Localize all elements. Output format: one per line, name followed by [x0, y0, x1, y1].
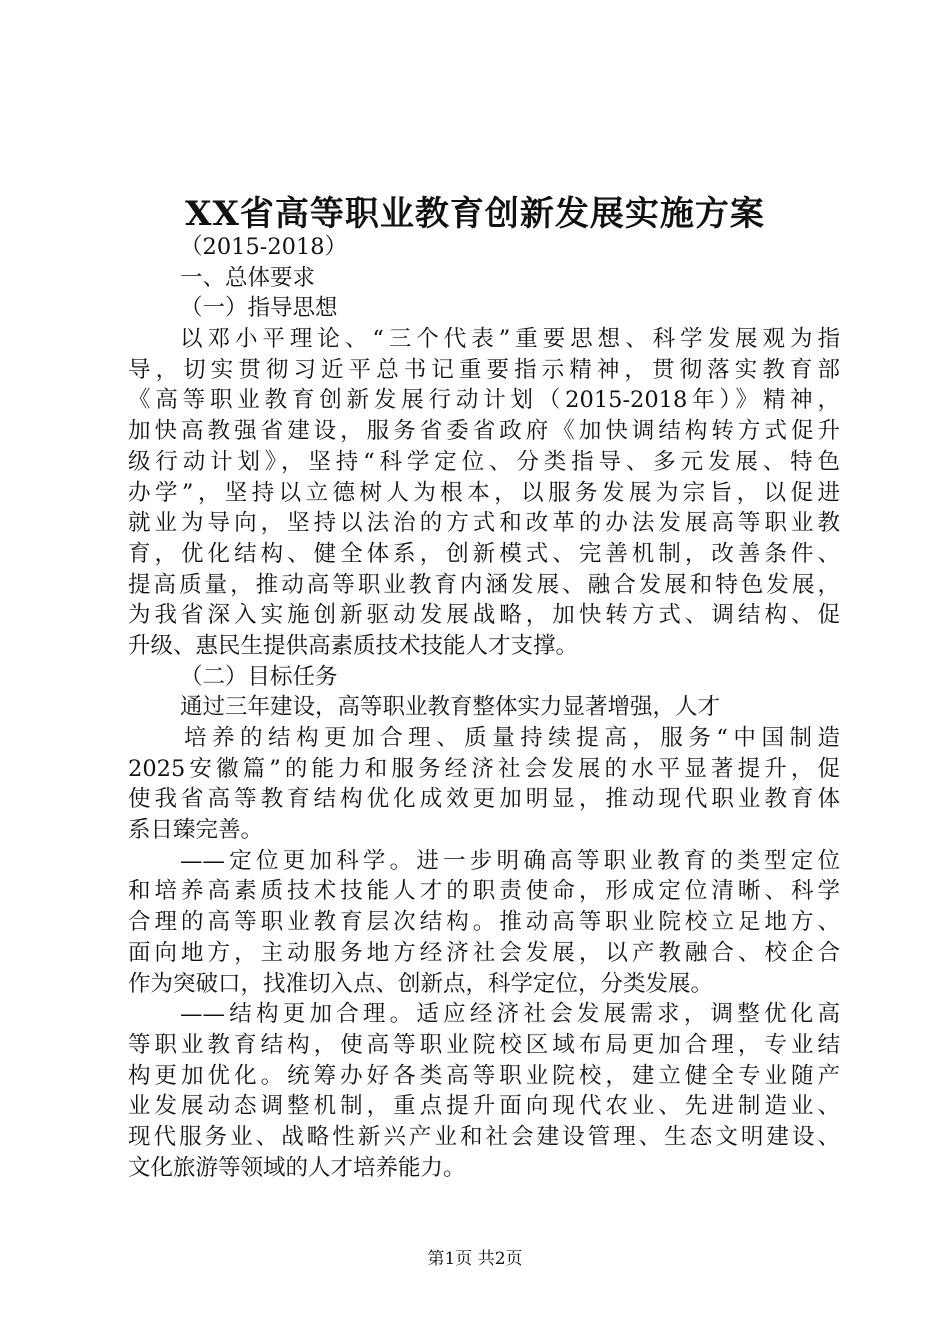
text-line: 加快高教强省建设，服务省委省政府《加快调结构转方式促升: [128, 418, 840, 445]
text-line: 等职业教育结构，使高等职业院校区域布局更加合理，专业结: [128, 1031, 840, 1058]
subsection-heading: （一）指导思想: [180, 295, 338, 322]
text-line: 2025安徽篇”的能力和服务经济社会发展的水平显著提升，促: [128, 755, 840, 782]
text-line: 为我省深入实施创新驱动发展战略，加快转方式、调结构、促: [128, 602, 840, 629]
text-line: 提高质量，推动高等职业教育内涵发展、融合发展和特色发展，: [128, 571, 840, 598]
section-heading: 一、总体要求: [180, 264, 316, 291]
text-line: 文化旅游等领域的人才培养能力。: [128, 1154, 466, 1181]
text-line: 《高等职业教育创新发展行动计划（2015-2018年）》精神，: [128, 387, 840, 414]
text-line: 构更加优化。统筹办好各类高等职业院校，建立健全专业随产: [128, 1062, 840, 1089]
text-line: ——定位更加科学。进一步明确高等职业教育的类型定位: [180, 847, 840, 874]
text-line: 就业为导向，坚持以法治的方式和改革的办法发展高等职业教: [128, 510, 840, 537]
text-line: 办学”，坚持以立德树人为根本，以服务发展为宗旨，以促进: [128, 479, 840, 506]
text-line: 现代服务业、战略性新兴产业和社会建设管理、生态文明建设、: [128, 1123, 840, 1150]
text-line: 通过三年建设，高等职业教育整体实力显著增强，人才: [180, 694, 721, 721]
text-line: 升级、惠民生提供高素质技术技能人才支撑。: [128, 632, 579, 659]
text-line: 和培养高素质技术技能人才的职责使命，形成定位清晰、科学: [128, 878, 840, 905]
page-footer: 第1页 共2页: [427, 1249, 523, 1269]
text-line: 使我省高等教育结构优化成效更加明显，推动现代职业教育体: [128, 786, 840, 813]
text-line: 导，切实贯彻习近平总书记重要指示精神，贯彻落实教育部: [128, 356, 840, 383]
text-line: 合理的高等职业教育层次结构。推动高等职业院校立足地方、: [128, 909, 840, 936]
document-body: [128, 232, 840, 1183]
text-line: （2015-2018）: [180, 234, 348, 260]
text-line: 培养的结构更加合理、质量持续提高，服务“中国制造: [184, 725, 840, 751]
document-title: XX省高等职业教育创新发展实施方案: [185, 194, 765, 234]
text-line: 以邓小平理论、“三个代表”重要思想、科学发展观为指: [180, 326, 840, 353]
text-line: 业发展动态调整机制，重点提升面向现代农业、先进制造业、: [128, 1093, 840, 1120]
text-line: 面向地方，主动服务地方经济社会发展，以产教融合、校企合: [128, 939, 840, 966]
text-line: 作为突破口，找准切入点、创新点，科学定位，分类发展。: [128, 970, 714, 997]
text-line: ——结构更加合理。适应经济社会发展需求，调整优化高: [180, 1001, 840, 1028]
subsection-heading: （二）目标任务: [180, 663, 338, 690]
text-line: 级行动计划》，坚持“科学定位、分类指导、多元发展、特色: [128, 448, 840, 475]
text-line: 系日臻完善。: [128, 817, 264, 844]
text-line: 育，优化结构、健全体系，创新模式、完善机制，改善条件、: [128, 540, 840, 567]
